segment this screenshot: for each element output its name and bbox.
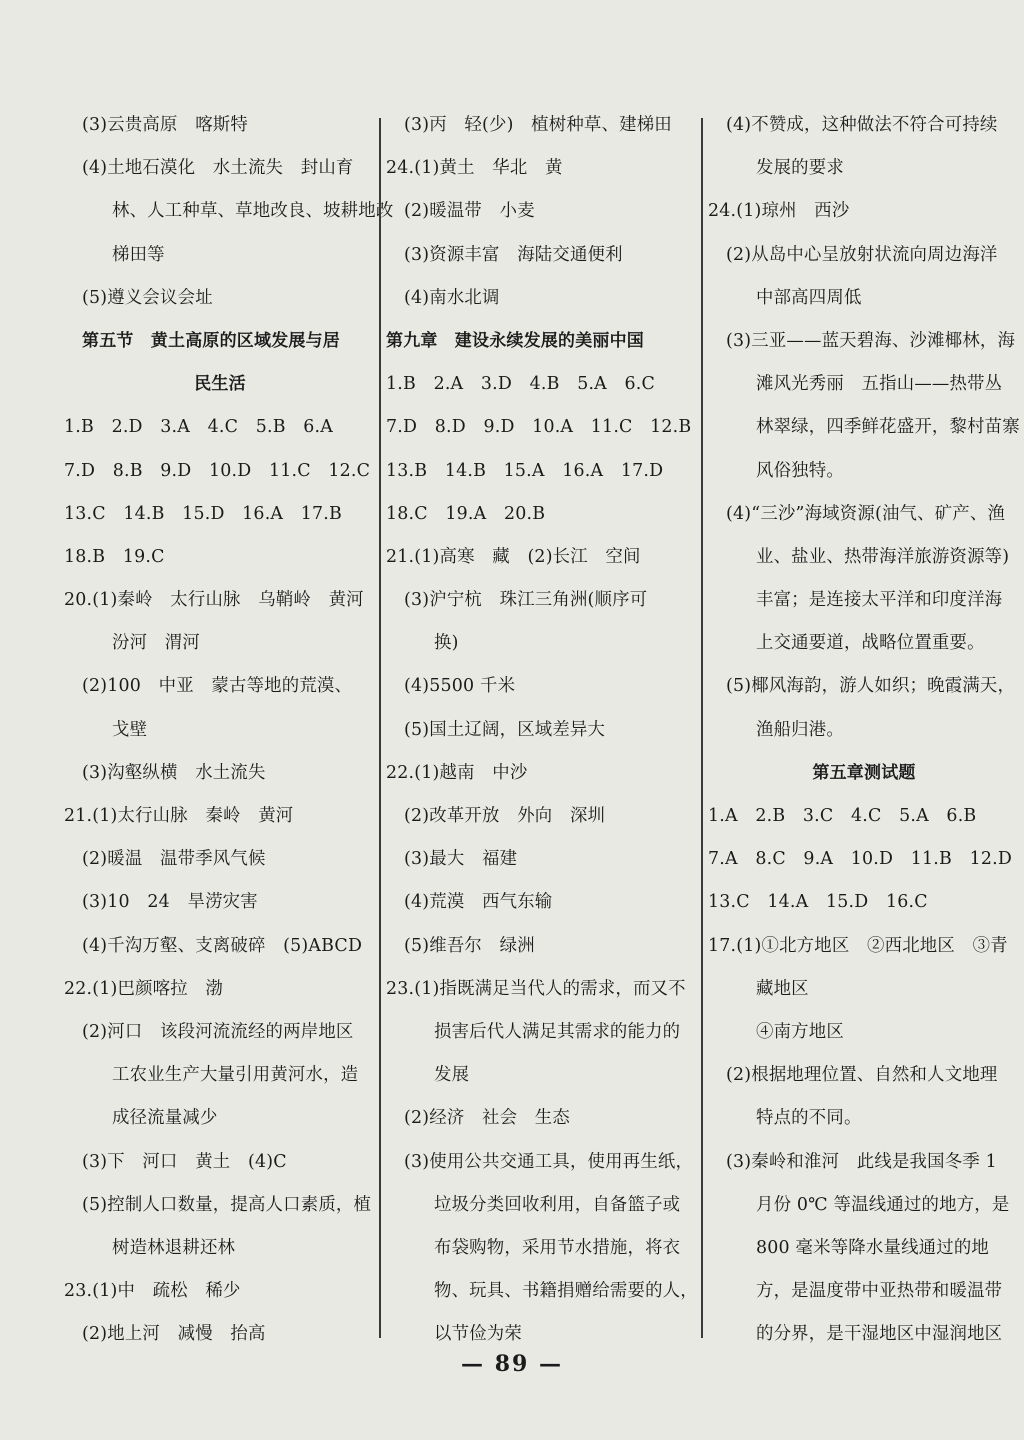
answer-line: 第五节 黄土高原的区域发展与居 [82,330,340,351]
answer-line: 22.(1)越南 中沙 [386,762,528,783]
answer-line: (4)“三沙”海域资源(油气、矿产、渔 [726,503,1006,524]
answer-line: 发展的要求 [756,158,844,179]
answer-line: (3)云贵高原 喀斯特 [82,115,248,135]
answer-line: (2)从岛中心呈放射状流向周边海洋 [726,244,998,265]
answer-line: (2)100 中亚 蒙古等地的荒漠、 [82,676,353,697]
answer-line: (5)控制人口数量，提高人口素质，植 [82,1194,372,1215]
answer-line: (2)地上河 减慢 抬高 [82,1324,266,1345]
answer-line: 特点的不同。 [756,1108,862,1129]
answer-line: 方，是温度带中亚热带和暖温带 [756,1281,1003,1302]
page-number: — 89 — [461,1351,563,1377]
answer-line: (4)南水北调 [404,287,500,308]
answer-line: (4)荒漠 西气东输 [404,892,553,913]
answer-line: (5)椰风海韵，游人如织；晚霞满天， [726,676,1016,697]
answer-line: 23.(1)中 疏松 稀少 [64,1281,241,1302]
answer-line: 丰富；是连接太平洋和印度洋海 [756,590,1003,611]
answer-line: ④南方地区 [756,1021,844,1042]
answer-line: (3)沟壑纵横 水土流失 [82,762,266,783]
answer-line: 以节俭为荣 [434,1324,522,1345]
answer-line: 18.C 19.A 20.B [386,503,546,524]
answer-line: (5)遵义会议会址 [82,287,213,308]
column-left [64,104,394,1356]
answer-line: (3)10 24 旱涝灾害 [82,892,258,913]
answer-line: (3)最大 福建 [404,849,518,870]
answer-line: (3)资源丰富 海陆交通便利 [404,244,623,265]
answer-line: 换) [434,633,459,654]
answer-line: (2)暖温带 小麦 [404,201,535,222]
answer-line: (4)土地石漠化 水土流失 封山育 [82,158,354,179]
answer-line: 18.B 19.C [64,546,165,567]
answer-line: 业、盐业、热带海洋旅游资源等) [756,546,1010,567]
answer-line: 垃圾分类回收利用，自备篮子或 [434,1194,681,1215]
answer-line: (3)丙 轻(少) 植树种草、建梯田 [404,115,672,135]
column-divider-left [379,118,381,1338]
answer-line: 物、玩具、书籍捐赠给需要的人， [434,1281,698,1302]
column-middle [386,104,698,1356]
answer-line: 林翠绿，四季鲜花盛开，黎村苗寨 [756,417,1020,438]
answer-line: (2)经济 社会 生态 [404,1108,570,1129]
answer-line: 13.C 14.A 15.D 16.C [708,892,928,913]
answer-line: 树造林退耕还林 [112,1237,236,1258]
answer-line: 24.(1)琼州 西沙 [708,201,850,222]
answer-line: 中部高四周低 [756,287,862,308]
answer-line: (3)沪宁杭 珠江三角洲(顺序可 [404,590,648,611]
answer-line: 第五章测试题 [812,762,916,783]
answer-line: 成径流量减少 [112,1108,218,1129]
answer-line: (2)暖温 温带季风气候 [82,849,266,870]
answer-line: 7.D 8.B 9.D 10.D 11.C 12.C [64,460,371,481]
column-divider-right [701,118,703,1338]
answer-line: 第九章 建设永续发展的美丽中国 [386,330,644,351]
answer-line: 渔船归港。 [756,719,844,740]
answer-line: (5)维吾尔 绿洲 [404,935,535,956]
answer-line: 7.D 8.D 9.D 10.A 11.C 12.B [386,417,692,438]
answer-line: 21.(1)高寒 藏 (2)长江 空间 [386,546,641,567]
answer-line: 梯田等 [112,244,165,265]
answer-line: 滩风光秀丽 五指山——热带丛 [756,374,1003,395]
answer-line: 800 毫米等降水量线通过的地 [756,1237,990,1258]
answer-line: 藏地区 [756,978,809,999]
answer-line: 戈壁 [112,719,148,740]
answer-line: 民生活 [194,374,246,395]
answer-line: (3)下 河口 黄土 (4)C [82,1151,287,1172]
answer-line: 上交通要道，战略位置重要。 [756,633,985,654]
answer-line: (3)三亚——蓝天碧海、沙滩椰林，海 [726,330,1016,351]
answer-line: (2)改革开放 外向 深圳 [404,806,606,826]
answer-line: 1.B 2.D 3.A 4.C 5.B 6.A [64,417,334,438]
answer-line: (4)不赞成，这种做法不符合可持续 [726,115,998,135]
answer-line: 1.B 2.A 3.D 4.B 5.A 6.C [386,374,656,395]
answer-line: 7.A 8.C 9.A 10.D 11.B 12.D [708,849,1012,870]
column-right [708,104,1020,1356]
answer-line: (3)秦岭和淮河 此线是我国冬季 1 [726,1151,997,1172]
answer-line: 月份 0℃ 等温线通过的地方，是 [756,1194,1010,1215]
answer-line: 23.(1)指既满足当代人的需求，而又不 [386,978,686,999]
answer-line: 13.B 14.B 15.A 16.A 17.D [386,460,664,481]
answer-line: (2)河口 该段河流流经的两岸地区 [82,1021,354,1042]
answer-line: 20.(1)秦岭 太行山脉 乌鞘岭 黄河 [64,590,364,611]
answer-line: 损害后代人满足其需求的能力的 [434,1021,681,1042]
answer-line: 13.C 14.B 15.D 16.A 17.B [64,503,343,524]
answer-line: 24.(1)黄土 华北 黄 [386,158,563,179]
answer-line: 林、人工种草、草地改良、坡耕地改 [112,201,394,222]
answer-line: 1.A 2.B 3.C 4.C 5.A 6.B [708,806,977,826]
answer-line: 21.(1)太行山脉 秦岭 黄河 [64,806,294,826]
answer-line: 布袋购物，采用节水措施，将衣 [434,1237,681,1258]
answer-line: (4)5500 千米 [404,676,516,697]
answer-line: (4)千沟万壑、支离破碎 (5)ABCD [82,935,363,956]
answer-line: 22.(1)巴颜喀拉 渤 [64,978,224,999]
answer-line: (5)国土辽阔，区域差异大 [404,719,606,740]
answer-line: 风俗独特。 [756,460,844,481]
answer-line: (3)使用公共交通工具，使用再生纸， [404,1151,694,1172]
answer-line: (2)根据地理位置、自然和人文地理 [726,1065,998,1086]
answer-line: 汾河 渭河 [112,633,200,654]
answer-line: 17.(1)①北方地区 ②西北地区 ③青 [708,935,1008,956]
answer-line: 的分界，是干湿地区中湿润地区 [756,1324,1003,1345]
answer-line: 工农业生产大量引用黄河水，造 [112,1065,359,1086]
answer-line: 发展 [434,1065,470,1086]
